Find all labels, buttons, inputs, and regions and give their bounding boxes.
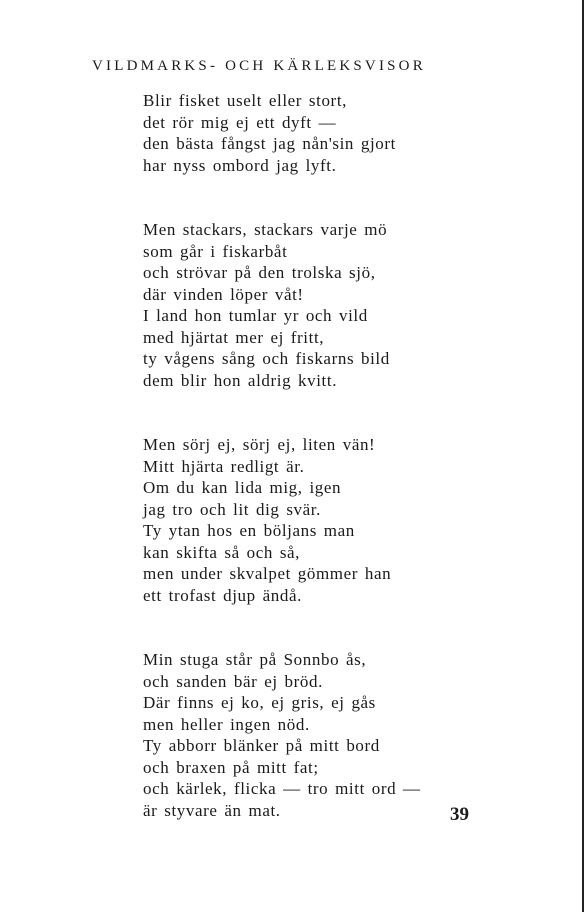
poem-line: men under skvalpet gömmer han xyxy=(143,564,392,583)
poem-line: Men stackars, stackars varje mö xyxy=(143,220,388,239)
poem-line: Ty abborr blänker på mitt bord xyxy=(143,736,380,755)
poem-line: Ty ytan hos en böljans man xyxy=(143,521,355,540)
poem-line: är styvare än mat. xyxy=(143,800,281,820)
poem-line: har nyss ombord jag lyft. xyxy=(143,155,337,175)
poem-line: där vinden löper våt! xyxy=(143,284,304,304)
poem-line: Om du kan lida mig, igen xyxy=(143,478,342,497)
poem-line: och sanden bär ej bröd. xyxy=(143,671,323,691)
poem-line: Mitt hjärta redligt är. xyxy=(143,456,305,476)
poem-line: det rör mig ej ett dyft — xyxy=(143,112,337,132)
poem-line: men heller ingen nöd. xyxy=(143,714,310,734)
stanza-2 xyxy=(143,219,443,391)
poem-line: och braxen på mitt fat; xyxy=(143,757,319,777)
poem-line: ty vågens sång och fiskarns bild xyxy=(143,349,390,368)
poem-line: ett trofast djup ändå. xyxy=(143,585,302,605)
poem xyxy=(143,90,443,864)
poem-line: I land hon tumlar yr och vild xyxy=(143,306,368,325)
stanza-1 xyxy=(143,90,443,176)
stanza-3 xyxy=(143,434,443,606)
poem-line: dem blir hon aldrig kvitt. xyxy=(143,370,338,390)
poem-line: och strövar på den trolska sjö, xyxy=(143,263,376,282)
poem-line: den bästa fångst jag nån'sin gjort xyxy=(143,134,396,153)
stanza-4 xyxy=(143,649,443,821)
poem-line: Där finns ej ko, ej gris, ej gås xyxy=(143,693,376,712)
poem-line: kan skifta så och så, xyxy=(143,542,301,562)
poem-line: som går i fiskarbåt xyxy=(143,241,288,261)
page-number: 39 xyxy=(450,804,469,825)
poem-line: Men sörj ej, sörj ej, liten vän! xyxy=(143,435,376,454)
poem-line: och kärlek, flicka — tro mitt ord — xyxy=(143,779,421,798)
poem-line: Min stuga står på Sonnbo ås, xyxy=(143,650,367,669)
poem-line: Blir fisket uselt eller stort, xyxy=(143,91,347,110)
poem-line: med hjärtat mer ej fritt, xyxy=(143,327,325,347)
poem-line: jag tro och lit dig svär. xyxy=(143,499,321,519)
running-head: VILDMARKS- OCH KÄRLEKSVISOR xyxy=(92,58,426,74)
